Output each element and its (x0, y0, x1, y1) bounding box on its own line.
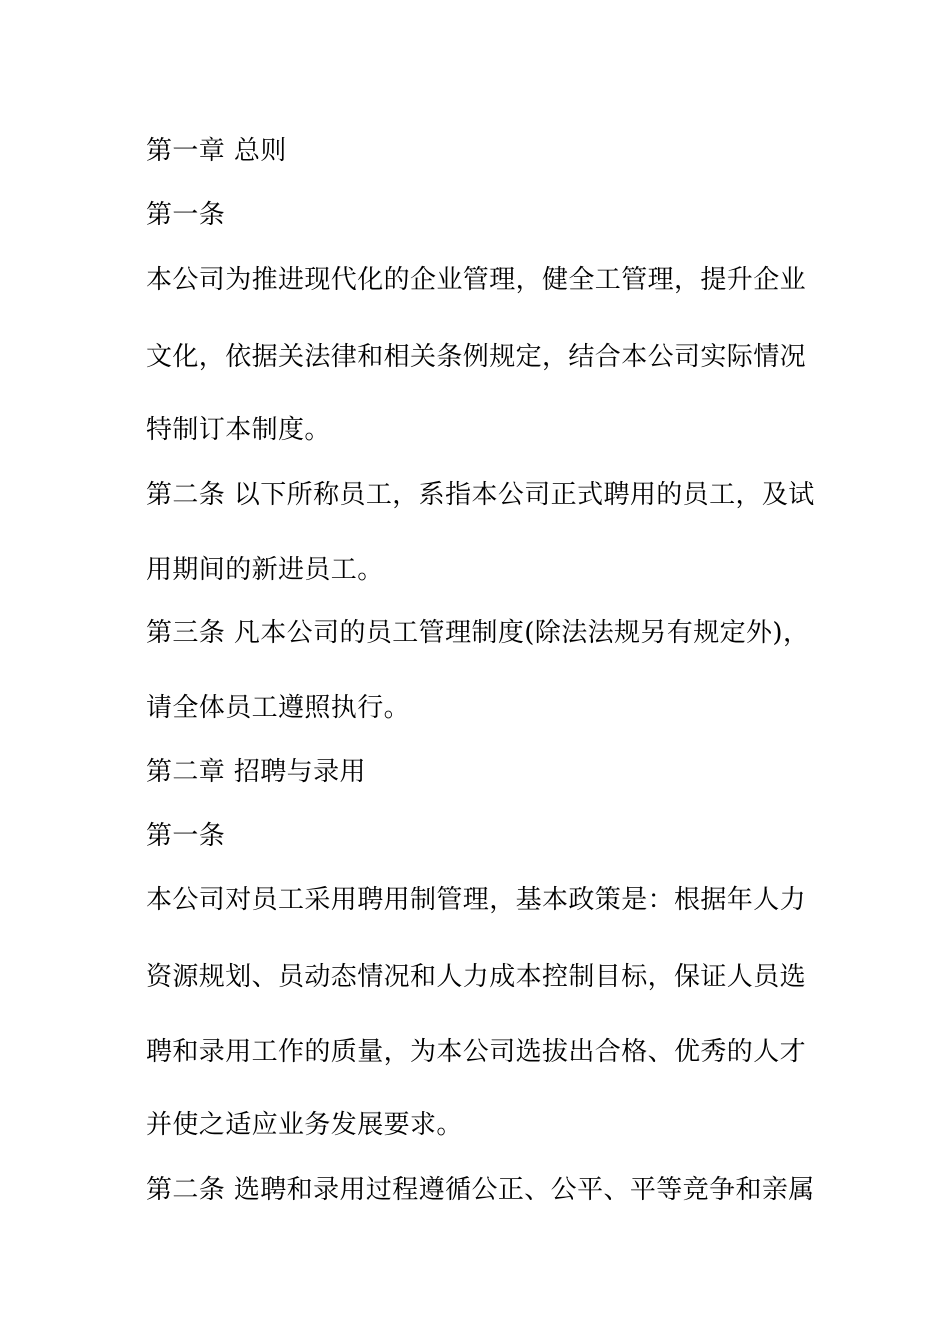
paragraph-line: 请全体员工遵照执行。 (146, 693, 411, 723)
paragraph-line: 特制订本制度。 (146, 415, 331, 445)
article-heading: 第一条 (146, 821, 226, 851)
paragraph-line: 文化，依据关法律和相关条例规定，结合本公司实际情况 (146, 342, 807, 372)
paragraph-line: 用期间的新进员工。 (146, 555, 384, 585)
paragraph-line: 本公司为推进现代化的企业管理，健全工管理，提升企业 (146, 265, 807, 295)
article-paragraph-line: 第三条 凡本公司的员工管理制度(除法法规另有规定外)， (146, 618, 810, 648)
article-paragraph-line: 第二条 选聘和录用过程遵循公正、公平、平等竞争和亲属 (146, 1175, 815, 1205)
paragraph-line: 并使之适应业务发展要求。 (146, 1110, 463, 1140)
chapter-heading-general: 第一章 总则 (146, 136, 287, 166)
article-paragraph-line: 第二条 以下所称员工，系指本公司正式聘用的员工，及试 (146, 480, 815, 510)
paragraph-line: 聘和录用工作的质量，为本公司选拔出合格、优秀的人才 (146, 1037, 807, 1067)
paragraph-line: 资源规划、员动态情况和人力成本控制目标，保证人员选 (146, 962, 807, 992)
article-heading: 第一条 (146, 200, 226, 230)
chapter-heading-recruitment: 第二章 招聘与录用 (146, 757, 366, 787)
paragraph-line: 本公司对员工采用聘用制管理，基本政策是：根据年人力 (146, 885, 807, 915)
